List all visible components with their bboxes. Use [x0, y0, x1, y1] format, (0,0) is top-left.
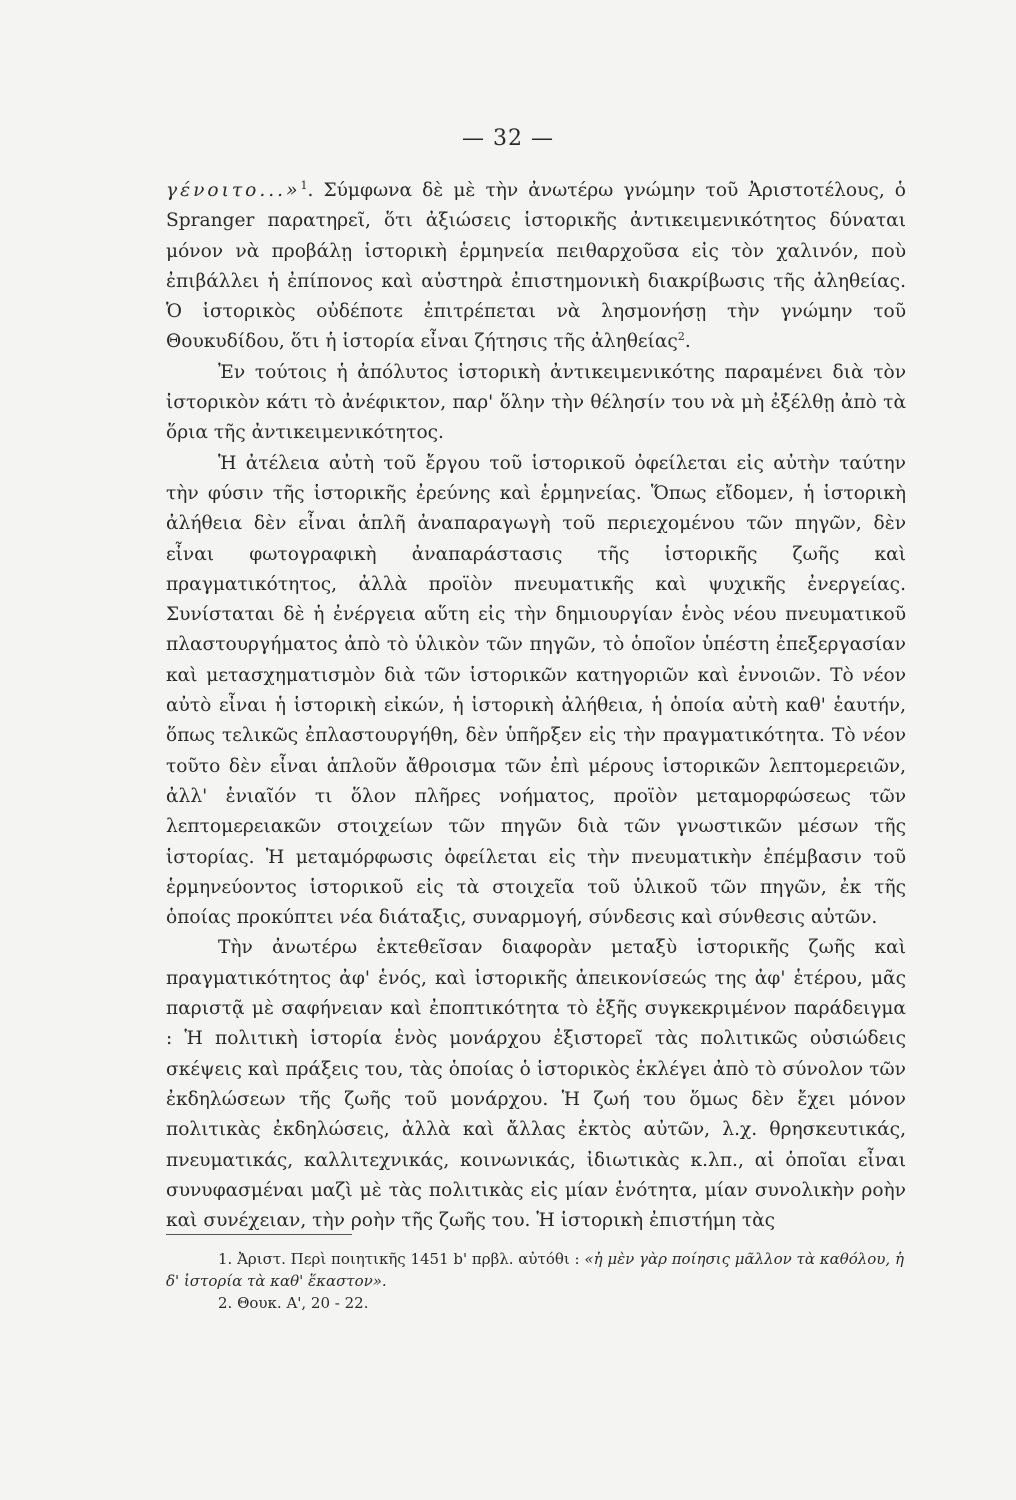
- footnote-2: 2. Θουκ. Α', 20 - 22.: [218, 1294, 369, 1312]
- quote-end: γένοιτο...»: [166, 180, 301, 201]
- footnote-1: [166, 1248, 906, 1292]
- paragraph-3: Ἡ ἀτέλεια αὐτὴ τοῦ ἔργου τοῦ ἱστορικοῦ ὀφείλεται εἰς αὐτὴν ταύτην τὴν φύσιν τῆς ἱστορικῆς ἐρεύνης καὶ ἑρμηνείας. Ὅπως εἴδομεν, ἡ ἱστορικὴ ἀλήθεια δὲν εἶναι ἁπλῆ ἀναπαραγωγὴ τοῦ περιεχομένου τῶν πηγῶν, δὲν εἶναι φωτογραφικὴ ἀναπαράστασις τῆς ἱστορικῆς ζωῆς καὶ πραγματικότητος, ἀλλὰ προϊὸν πνευματικῆς καὶ ψυχικῆς ἐνεργείας. Συνίσταται δὲ ἡ ἐνέργεια αὕτη εἰς τὴν δημιουργίαν ἑνὸς νέου πνευματικοῦ πλαστουργήματος ἀπὸ τὸ ὑλικὸν τῶν πηγῶν, τὸ ὁποῖον ὑπέστη ἐπεξεργασίαν καὶ μετασχηματισμὸν διὰ τῶν ἱστορικῶν κατηγοριῶν καὶ ἐννοιῶν. Τὸ νέον αὐτὸ εἶναι ἡ ἱστορικὴ εἰκών, ἡ ἱστορικὴ ἀλήθεια, ἡ ὁποία αὐτὴ καθ' ἑαυτήν, ὅπως τελικῶς ἐπλαστουργήθη, δὲν ὑπῆρξεν εἰς τὴν πραγματικότητα. Τὸ νέον τοῦτο δὲν εἶναι ἁπλοῦν ἄθροισμα τῶν ἐπὶ μέρους ἱστορικῶν λεπτομερειῶν, ἀλλ' ἑνιαῖόν τι ὅλον πλῆρες νοήματος, προϊὸν μεταμορφώσεως τῶν λεπτομερειακῶν στοιχείων τῶν πηγῶν διὰ τῶν γνωστικῶν μέσων τῆς ἱστορίας. Ἡ μεταμόρφωσις ὀφείλεται εἰς τὴν πνευματικὴν ἐπέμβασιν τοῦ ἑρμηνεύοντος ἱστορικοῦ εἰς τὰ στοιχεῖα τοῦ ὑλικοῦ τῶν πηγῶν, ἐκ τῆς ὁποίας προκύπτει νέα διάταξις, συναρμογή, σύνδεσις καὶ σύνθεσις αὐτῶν.: [166, 452, 906, 929]
- footnote-1-quote: «ἡ μὲν γὰρ ποίησις μᾶλλον τὰ καθόλου, ἡ δ' ἱστορία τὰ καθ' ἕκαστον».: [166, 1250, 904, 1290]
- footnote-ref-1: 1: [300, 178, 308, 192]
- footnote-1-text: 1. Ἀριστ. Περὶ ποιητικῆς 1451 b' πρβλ. αὐτόθι :: [218, 1250, 585, 1268]
- paragraph-1-text: . Σύμφωνα δὲ μὲ τὴν ἀνωτέρω γνώμην τοῦ Ἀριστοτέλους, ὁ Spranger παρατηρεῖ, ὅτι ἀξιώσεις ἱστορικῆς ἀντικειμενικότητος δύναται μόνον νὰ προβάλῃ ἱστορικὴ ἑρμηνεία πειθαρχοῦσα εἰς τὸν χαλινόν, ποὺ ἐπιβάλλει ἡ ἐπίπονος καὶ αὐστηρὰ ἐπιστημονικὴ διακρίβωσις τῆς ἀληθείας. Ὁ ἱστορικὸς οὐδέποτε ἐπιτρέπεται νὰ λησμονήσῃ τὴν γνώμην τοῦ Θουκυδίδου, ὅτι ἡ ἱστορία εἶναι ζήτησις τῆς ἀληθείας: [166, 180, 906, 353]
- footnote-divider: [166, 1234, 352, 1235]
- paragraph-1-end: .: [684, 331, 691, 353]
- page-number: — 32 —: [462, 126, 554, 151]
- paragraph-4: Τὴν ἀνωτέρω ἐκτεθεῖσαν διαφορὰν μεταξὺ ἱστορικῆς ζωῆς καὶ πραγματικότητος ἀφ' ἑνός, καὶ ἱστορικῆς ἀπεικονίσεώς της ἀφ' ἑτέρου, μᾶς παριστᾷ μὲ σαφήνειαν καὶ ἐποπτικότητα τὸ ἑξῆς συγκεκριμένον παράδειγμα : Ἡ πολιτικὴ ἱστορία ἑνὸς μονάρχου ἐξιστορεῖ τὰς πολιτικῶς οὐσιώδεις σκέψεις καὶ πράξεις του, τὰς ὁποίας ὁ ἱστορικὸς ἐκλέγει ἀπὸ τὸ σύνολον τῶν ἐκδηλώσεων τῆς ζωῆς τοῦ μονάρχου. Ἡ ζωή του ὅμως δὲν ἔχει μόνον πολιτικὰς ἐκδηλώσεις, ἀλλὰ καὶ ἄλλας ἐκτὸς αὐτῶν, λ.χ. θρησκευτικάς, πνευματικάς, καλλιτεχνικάς, κοινωνικάς, ἰδιωτικὰς κ.λπ., αἱ ὁποῖαι εἶναι συνυφασμέναι μαζὶ μὲ τὰς πολιτικὰς εἰς μίαν ἑνότητα, μίαν συνολικὴν ροὴν καὶ συνέχειαν, τὴν ροὴν τῆς ζωῆς του. Ἡ ἱστορικὴ ἐπιστήμη τὰς: [166, 937, 906, 1232]
- paragraph-1: [166, 176, 906, 358]
- footnote-ref-2: 2: [677, 330, 685, 344]
- paragraph-2: Ἐν τούτοις ἡ ἀπόλυτος ἱστορικὴ ἀντικειμενικότης παραμένει διὰ τὸν ἱστορικὸν κάτι τὸ ἀνέφικτον, παρ' ὅλην τὴν θέλησίν του νὰ μὴ ἐξέλθῃ ἀπὸ τὰ ὅρια τῆς ἀντικειμενικότητος.: [166, 361, 906, 444]
- body-text: [166, 176, 906, 1236]
- footnotes: [166, 1248, 906, 1314]
